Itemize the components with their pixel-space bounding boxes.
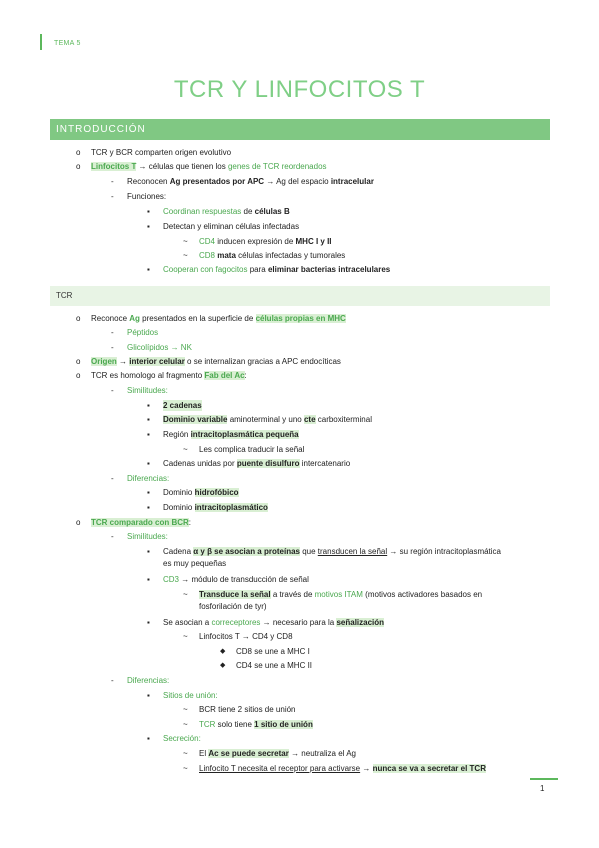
text-line: Reconocen Ag presentados por APC → Ag del espacio intracelular <box>127 177 374 186</box>
text-line: Linfocitos T → CD4 y CD8 <box>199 632 293 641</box>
text-line: Dominio variable aminoterminal y uno cte carboxiterminal <box>163 415 372 424</box>
bullet-diamond: ◆ <box>220 662 226 669</box>
bullet-tilde: ~ <box>183 720 188 729</box>
bullet-tilde: ~ <box>183 632 188 641</box>
bullet-square: ▪ <box>147 691 150 700</box>
text-line: Diferencias: <box>127 474 170 483</box>
bullet-square: ▪ <box>147 618 150 627</box>
bullet-dash: - <box>111 386 114 395</box>
bullet-circle: o <box>76 518 81 527</box>
bullet-square: ▪ <box>147 488 150 497</box>
text-line: TCR comparado con BCR: <box>91 518 192 527</box>
text-line: Diferencias: <box>127 676 170 685</box>
text-line: Linfocito T necesita el receptor para activarse → nunca se va a secretar el TCR <box>199 764 486 773</box>
bullet-square: ▪ <box>147 401 150 410</box>
text-line: Origen → interior celular o se internalizan gracias a APC endocíticas <box>91 357 341 366</box>
bullet-tilde: ~ <box>183 764 188 773</box>
bullet-circle: o <box>76 162 81 171</box>
bullet-tilde: ~ <box>183 705 188 714</box>
text-line: 2 cadenas <box>163 401 202 410</box>
bullet-square: ▪ <box>147 415 150 424</box>
text-line: Región intracitoplasmática pequeña <box>163 430 299 439</box>
bullet-dash: - <box>111 192 114 201</box>
bullet-tilde: ~ <box>183 590 188 599</box>
bullet-tilde: ~ <box>183 251 188 260</box>
text-line: Se asocian a correceptores → necesario para la señalización <box>163 618 385 627</box>
bullet-square: ▪ <box>147 207 150 216</box>
text-line: fosforilación de tyr) <box>199 602 267 611</box>
bullet-dash: - <box>111 343 114 352</box>
text-line: Linfocitos T → células que tienen los genes de TCR reordenados <box>91 162 327 171</box>
text-line: CD4 se une a MHC II <box>236 661 313 670</box>
text-line: CD8 se une a MHC I <box>236 647 310 656</box>
text-line: Les complica traducir la señal <box>199 445 305 454</box>
bullet-circle: o <box>76 148 81 157</box>
bullet-circle: o <box>76 357 81 366</box>
text-line: TCR solo tiene 1 sitio de unión <box>199 720 313 729</box>
bullet-square: ▪ <box>147 503 150 512</box>
bullet-square: ▪ <box>147 430 150 439</box>
text-line: Dominio hidrofóbico <box>163 488 239 497</box>
text-line: El Ac se puede secretar → neutraliza el Ag <box>199 749 356 758</box>
text-line: Reconoce Ag presentados en la superficie de células propias en MHC <box>91 314 346 323</box>
section-heading-intro: INTRODUCCIÓN <box>50 119 550 140</box>
bullet-square: ▪ <box>147 575 150 584</box>
text-line: TCR y BCR comparten origen evolutivo <box>91 148 232 157</box>
page-number: 1 <box>540 784 545 793</box>
text-line: Similitudes: <box>127 532 168 541</box>
text-line: CD4 inducen expresión de MHC I y II <box>199 237 332 246</box>
text-line: BCR tiene 2 sitios de unión <box>199 705 296 714</box>
text-line: Dominio intracitoplasmático <box>163 503 268 512</box>
text-line: Glicolípidos → NK <box>127 343 192 352</box>
text-line: Péptidos <box>127 328 159 337</box>
text-line: CD3 → módulo de transducción de señal <box>163 575 309 584</box>
text-line: Similitudes: <box>127 386 168 395</box>
bullet-tilde: ~ <box>183 237 188 246</box>
bullet-dash: - <box>111 532 114 541</box>
bullet-circle: o <box>76 371 81 380</box>
text-line: Cooperan con fagocitos para eliminar bacterias intracelulares <box>163 265 391 274</box>
text-line: Cadenas unidas por puente disulfuro intercatenario <box>163 459 351 468</box>
page-title: TCR Y LINFOCITOS T <box>173 76 426 103</box>
bullet-tilde: ~ <box>183 749 188 758</box>
bullet-square: ▪ <box>147 222 150 231</box>
text-line: es muy pequeñas <box>163 559 227 568</box>
bullet-square: ▪ <box>147 547 150 556</box>
footer-accent-line <box>530 778 558 780</box>
bullet-square: ▪ <box>147 265 150 274</box>
text-line: Detectan y eliminan células infectadas <box>163 222 300 231</box>
bullet-dash: - <box>111 177 114 186</box>
header-accent-bar <box>40 34 42 50</box>
text-line: Funciones: <box>127 192 167 201</box>
section-heading-tcr: TCR <box>50 286 550 306</box>
bullet-diamond: ◆ <box>220 648 226 655</box>
text-line: Secreción: <box>163 734 201 743</box>
text-line: Cadena α y β se asocian a proteínas que transducen la señal → su región intracitoplasmática <box>163 547 501 556</box>
bullet-tilde: ~ <box>183 445 188 454</box>
text-line: Transduce la señal a través de motivos ITAM (motivos activadores basados en <box>199 590 483 599</box>
text-line: TCR es homologo al fragmento Fab del Ac: <box>91 371 247 380</box>
bullet-dash: - <box>111 676 114 685</box>
header-tema: TEMA 5 <box>54 40 81 47</box>
bullet-square: ▪ <box>147 459 150 468</box>
bullet-dash: - <box>111 328 114 337</box>
text-line: Sitios de unión: <box>163 691 218 700</box>
text-line: Coordinan respuestas de células B <box>163 207 290 216</box>
text-line: CD8 mata células infectadas y tumorales <box>199 251 346 260</box>
bullet-square: ▪ <box>147 734 150 743</box>
bullet-dash: - <box>111 474 114 483</box>
bullet-circle: o <box>76 314 81 323</box>
